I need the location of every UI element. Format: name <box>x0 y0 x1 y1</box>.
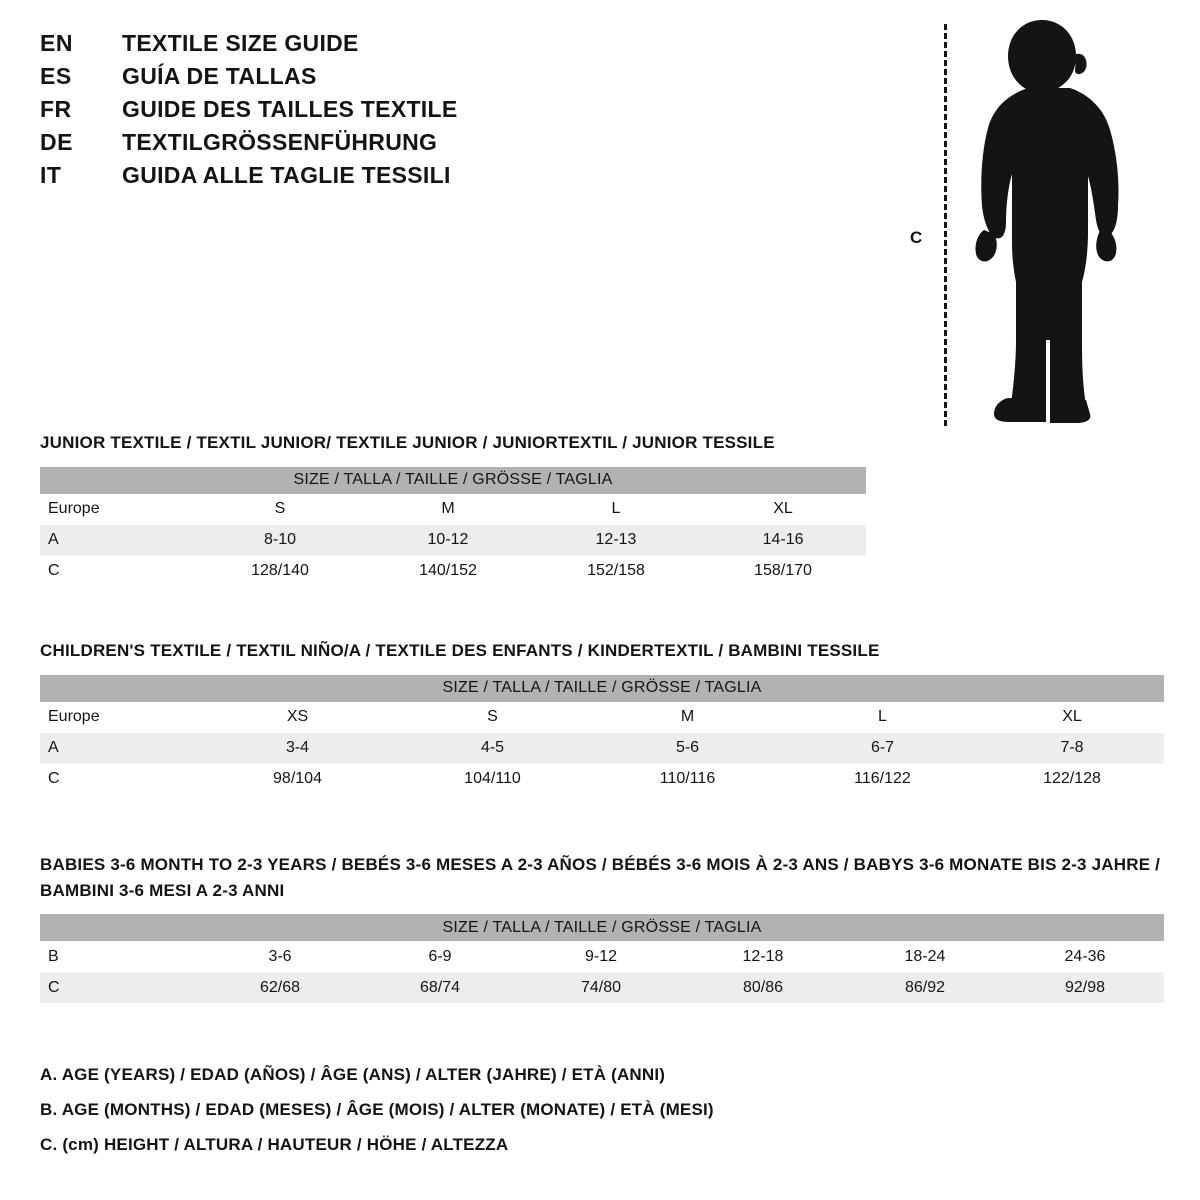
table-band-label: SIZE / TALLA / TAILLE / GRÖSSE / TAGLIA <box>40 467 866 494</box>
table-row <box>40 972 1164 1003</box>
table-cell: 80/86 <box>682 972 844 1003</box>
table-cell: 14-16 <box>700 525 866 556</box>
table-cell: S <box>395 702 590 733</box>
table-cell: 12-13 <box>532 525 700 556</box>
section-title: BABIES 3-6 MONTH TO 2-3 YEARS / BEBÉS 3-6 MESES A 2-3 AÑOS / BÉBÉS 3-6 MOIS À 2-3 ANS / BABYS 3-6 MONATE BIS 2-3 JAHRE / BAMBINI 3-6 MESI A 2-3 ANNI <box>40 855 1161 900</box>
table-cell: 158/170 <box>700 556 866 587</box>
row-label: B <box>40 941 200 972</box>
header-lang-code: DE <box>40 129 73 155</box>
table-row <box>40 764 1164 795</box>
table-cell: 10-12 <box>364 525 532 556</box>
table-row <box>40 494 866 525</box>
header-row <box>40 129 660 156</box>
table-cell: M <box>590 702 785 733</box>
table-cell: 74/80 <box>520 972 682 1003</box>
table-cell: XL <box>980 702 1164 733</box>
height-dashed-line <box>944 24 947 426</box>
table-cell: 128/140 <box>196 556 364 587</box>
row-label: A <box>40 525 196 556</box>
child-silhouette-icon <box>950 10 1150 430</box>
table-band-label: SIZE / TALLA / TAILLE / GRÖSSE / TAGLIA <box>40 914 1164 941</box>
table-band-row <box>40 467 866 494</box>
table-cell: 110/116 <box>590 764 785 795</box>
header-lang-code: EN <box>40 30 73 56</box>
table-row <box>40 556 866 587</box>
table-cell: 12-18 <box>682 941 844 972</box>
table-cell: 104/110 <box>395 764 590 795</box>
table-row <box>40 525 866 556</box>
section-title: CHILDREN'S TEXTILE / TEXTIL NIÑO/A / TEXTILE DES ENFANTS / KINDERTEXTIL / BAMBINI TESSILE <box>40 641 880 660</box>
table-cell: 3-6 <box>200 941 360 972</box>
header-lang-code: ES <box>40 63 72 89</box>
table-cell: 6-7 <box>785 733 980 764</box>
language-title-block <box>40 30 660 195</box>
table-cell: 68/74 <box>360 972 520 1003</box>
header-title-text: GUÍA DE TALLAS <box>122 63 317 89</box>
header-row <box>40 162 660 189</box>
table-cell: 152/158 <box>532 556 700 587</box>
row-label: C <box>40 556 196 587</box>
table-row <box>40 733 1164 764</box>
section-title: JUNIOR TEXTILE / TEXTIL JUNIOR/ TEXTILE JUNIOR / JUNIORTEXTIL / JUNIOR TESSILE <box>40 433 775 452</box>
section-children-textile <box>40 638 1164 795</box>
table-cell: 140/152 <box>364 556 532 587</box>
row-label: Europe <box>40 702 200 733</box>
row-label: C <box>40 972 200 1003</box>
table-cell: S <box>196 494 364 525</box>
header-lang-code: FR <box>40 96 72 122</box>
row-label: A <box>40 733 200 764</box>
table-cell: 18-24 <box>844 941 1006 972</box>
size-table-children <box>40 675 1164 795</box>
table-cell: M <box>364 494 532 525</box>
table-cell: 98/104 <box>200 764 395 795</box>
table-cell: 3-4 <box>200 733 395 764</box>
header-title-text: GUIDE DES TAILLES TEXTILE <box>122 96 458 122</box>
table-band-label: SIZE / TALLA / TAILLE / GRÖSSE / TAGLIA <box>40 675 1164 702</box>
table-cell: 92/98 <box>1006 972 1164 1003</box>
height-measure-figure <box>900 10 1160 430</box>
table-cell: 9-12 <box>520 941 682 972</box>
table-band-row <box>40 914 1164 941</box>
table-cell: 122/128 <box>980 764 1164 795</box>
table-cell: 62/68 <box>200 972 360 1003</box>
header-lang-code: IT <box>40 162 62 188</box>
size-table-babies <box>40 914 1164 1003</box>
table-cell: 8-10 <box>196 525 364 556</box>
header-row <box>40 63 660 90</box>
row-label: C <box>40 764 200 795</box>
row-label: Europe <box>40 494 196 525</box>
table-row <box>40 702 1164 733</box>
size-table-junior <box>40 467 866 587</box>
legend-line-c: C. (cm) HEIGHT / ALTURA / HAUTEUR / HÖHE / ALTEZZA <box>40 1135 509 1154</box>
section-babies-textile <box>40 852 1164 1003</box>
table-cell: 116/122 <box>785 764 980 795</box>
section-junior-textile <box>40 430 1164 587</box>
legend-line-a: A. AGE (YEARS) / EDAD (AÑOS) / ÂGE (ANS) / ALTER (JAHRE) / ETÀ (ANNI) <box>40 1065 666 1084</box>
table-cell: 6-9 <box>360 941 520 972</box>
table-cell: 86/92 <box>844 972 1006 1003</box>
header-title-text: TEXTILE SIZE GUIDE <box>122 30 359 56</box>
header-title-text: TEXTILGRÖSSENFÜHRUNG <box>122 129 438 155</box>
table-row <box>40 941 1164 972</box>
table-cell: 4-5 <box>395 733 590 764</box>
table-cell: 24-36 <box>1006 941 1164 972</box>
table-band-row <box>40 675 1164 702</box>
legend-line-b: B. AGE (MONTHS) / EDAD (MESES) / ÂGE (MOIS) / ALTER (MONATE) / ETÀ (MESI) <box>40 1100 714 1119</box>
table-cell: XS <box>200 702 395 733</box>
table-cell: XL <box>700 494 866 525</box>
table-cell: L <box>785 702 980 733</box>
header-title-text: GUIDA ALLE TAGLIE TESSILI <box>122 162 451 188</box>
legend-block <box>40 1065 1164 1170</box>
table-cell: 7-8 <box>980 733 1164 764</box>
header-row <box>40 96 660 123</box>
header-row <box>40 30 660 57</box>
table-cell: 5-6 <box>590 733 785 764</box>
table-cell: L <box>532 494 700 525</box>
height-marker-label: C <box>910 228 923 247</box>
